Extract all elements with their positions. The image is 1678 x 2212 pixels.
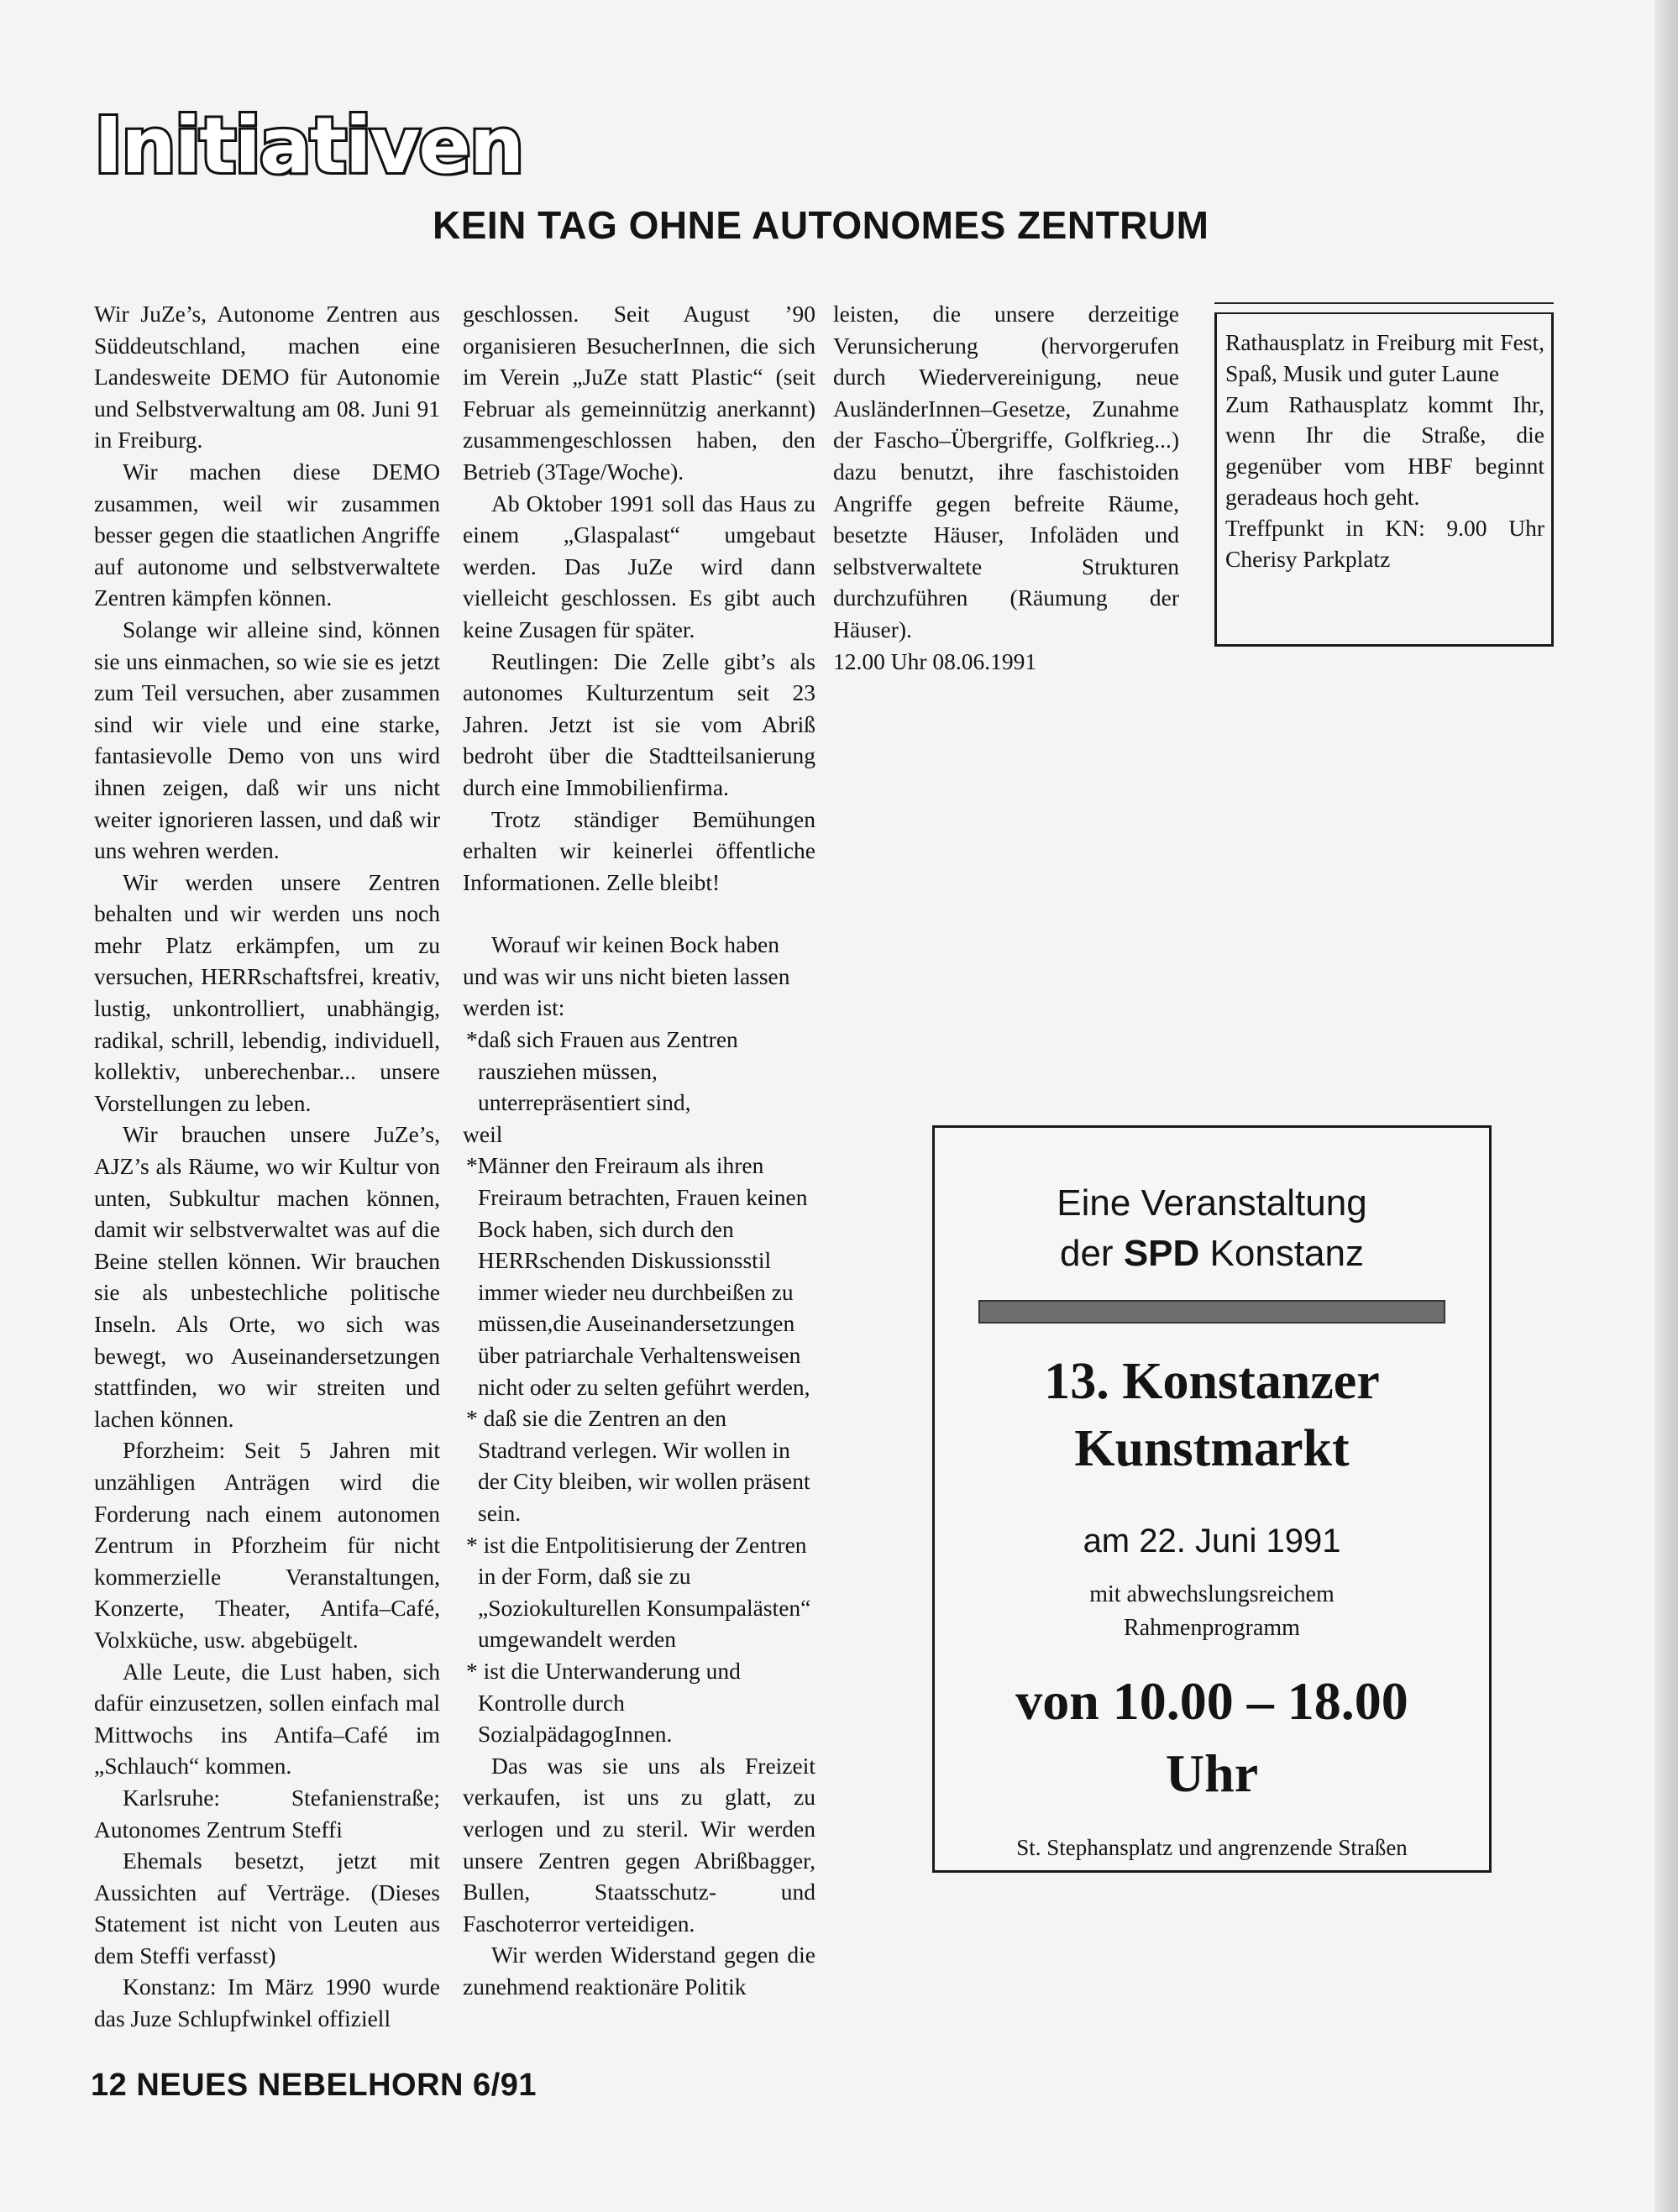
- paragraph: leisten, die unsere derzeitige Verunsicherung (hervorgerufen durch Wiedervereinigung, neue AusländerInnen–Gesetze, Zunahme der Fascho–Übergriffe, Golfkrieg...) dazu benutzt, ihre faschistoiden Angriffe gegen befreite Räume, besetzte Häuser, Infoläden und selbstverwaltete Strukturen durchzuführen (Räumung der Häuser).: [833, 301, 1179, 642]
- paragraph: Konstanz: Im März 1990 wurde das Juze Schlupfwinkel offiziell: [94, 1974, 440, 2032]
- demo-info-box: [1214, 312, 1554, 647]
- ad-organizer-prefix: der: [1059, 1233, 1114, 1274]
- article-column-2: [463, 298, 815, 2002]
- ad-event-title: [935, 1348, 1489, 1482]
- paragraph: Trotz ständiger Bemühungen erhalten wir keinerlei öffentliche Informationen. Zelle bleibt!: [463, 805, 815, 895]
- ad-time-line-1: von 10.00 – 18.00: [1015, 1671, 1408, 1731]
- article-column-3: [833, 298, 1179, 677]
- paragraph: Ab Oktober 1991 soll das Haus zu einem „Glaspalast“ umgebaut werden. Das JuZe wird dann vielleicht geschlossen. Es gibt auch keine Zusagen für später.: [463, 490, 815, 642]
- ad-time: [935, 1665, 1489, 1810]
- list-item: weil: [463, 1120, 503, 1147]
- kunstmarkt-advertisement: [932, 1125, 1492, 1873]
- list-intro: Worauf wir keinen Bock haben und was wir uns nicht bieten lassen werden ist:: [463, 931, 790, 1021]
- list-item: *Männer den Freiraum als ihren Freiraum betrachten, Frauen keinen Bock haben, sich durch den HERRschenden Diskussionsstil immer wieder neu durchbeißen zu müssen,die Auseinandersetzungen über patriarchale Verhaltensweisen nicht oder zu selten geführt werden,: [466, 1152, 810, 1400]
- ad-event-line-2: Kunstmarkt: [1074, 1420, 1350, 1477]
- info-location: Rathausplatz in Freiburg mit Fest, Spaß, Musik und guter Laune: [1225, 329, 1544, 386]
- ad-program-line-1: mit abwechslungsreichem: [1089, 1581, 1335, 1607]
- list-item: * ist die Entpolitisierung der Zentren in der Form, daß sie zu „Soziokulturellen Konsumpalästen“ umgewandelt werden: [466, 1531, 811, 1653]
- paragraph: Karlsruhe: Stefanienstraße; Autonomes Zentrum Steffi: [94, 1784, 440, 1842]
- article-column-1: [94, 298, 440, 2035]
- section-title: Initiativen: [94, 101, 523, 191]
- ad-city: Konstanz: [1209, 1233, 1364, 1274]
- article-headline: KEIN TAG OHNE AUTONOMES ZENTRUM: [433, 203, 1209, 247]
- list-item: * daß sie die Zentren an den Stadtrand verlegen. Wir wollen in der City bleiben, wir wollen präsent sein.: [466, 1405, 810, 1526]
- paragraph: Wir brauchen unsere JuZe’s, AJZ’s als Räume, wo wir Kultur von unten, Subkultur machen können, damit wir selbstverwaltet was auf die Beine stellen können. Wir brauchen sie als unbestechliche politische Inseln. Als Orte, wo sich was bewegt, wo Auseinandersetzungen stattfinden, wo wir streiten und lachen können.: [94, 1121, 440, 1432]
- paragraph: geschlossen. Seit August ’90 organisieren BesucherInnen, die sich im Verein „JuZe statt Plastic“ (seit Februar als gemeinnützig anerkannt) zusammengeschlossen haben, den Betrieb (3Tage/Woche).: [463, 301, 815, 485]
- paragraph: Alle Leute, die Lust haben, sich dafür einzusetzen, sollen einfach mal Mittwochs ins Antifa–Café im „Schlauch“ kommen.: [94, 1658, 440, 1780]
- ad-program: [935, 1578, 1489, 1645]
- ad-organizer-line-1: Eine Veranstaltung: [1057, 1182, 1367, 1224]
- demo-datetime: 12.00 Uhr 08.06.1991: [833, 647, 1037, 674]
- paragraph: Wir werden unsere Zentren behalten und wir werden uns noch mehr Platz erkämpfen, um zu versuchen, HERRschaftsfrei, kreativ, lustig, unkontrolliert, unabhängig, radikal, schrill, lebendig, individuell, kollektiv, unberechenbar... unsere Vorstellungen zu leben.: [94, 868, 440, 1116]
- paragraph: Wir JuZe’s, Autonome Zentren aus Süddeutschland, machen eine Landesweite DEMO für Autonomie und Selbstverwaltung am 08. Juni 91 in Freiburg.: [94, 301, 440, 453]
- info-meeting-point: Treffpunkt in KN: 9.00 Uhr Cherisy Parkplatz: [1225, 514, 1544, 572]
- ad-time-line-2: Uhr: [1165, 1743, 1259, 1803]
- paragraph: Wir werden Widerstand gegen die zunehmend reaktionäre Politik: [463, 1942, 815, 2000]
- ad-location: St. Stephansplatz und angrenzende Straßen: [1016, 1835, 1408, 1860]
- paragraph: Reutlingen: Die Zelle gibt’s als autonomes Kulturzentum seit 23 Jahren. Jetzt ist sie vom Abriß bedroht über die Stadtteilsanierung durch eine Immobilienfirma.: [463, 647, 815, 800]
- list-item: *daß sich Frauen aus Zentren rausziehen müssen, unterrepräsentiert sind,: [466, 1026, 738, 1116]
- paragraph: Solange wir alleine sind, können sie uns einmachen, so wie sie es jetzt zum Teil versuchen, aber zusammen sind wir viele und eine starke, fantasievolle Demo von uns wird ihnen zeigen, daß wir uns nicht weiter ignorieren lassen, und daß wir uns wehren werden.: [94, 616, 440, 864]
- paragraph: Wir machen diese DEMO zusammen, weil wir zusammen besser gegen die staatlichen Angriffe auf autonome und selbstverwaltete Zentren kämpfen können.: [94, 458, 440, 611]
- page-footer: 12 NEUES NEBELHORN 6/91: [91, 2068, 537, 2103]
- paragraph: Pforzheim: Seit 5 Jahren mit unzähligen Anträgen wird die Forderung nach einem autonomen Zentrum in Pforzheim für nicht kommerzielle Veranstaltungen, Konzerte, Theater, Antifa–Café, Volxküche, usw. abgebügelt.: [94, 1437, 440, 1653]
- paragraph: Das was sie uns als Freizeit verkaufen, ist uns zu glatt, zu verlogen und zu steril. Wir werden unsere Zentren gegen Abrißbagger, Bullen, Staatsschutz- und Faschoterror verteidigen.: [463, 1752, 815, 1937]
- divider: [1214, 302, 1554, 304]
- ad-divider-bar: [978, 1300, 1445, 1324]
- ad-organizer-line-2: [935, 1229, 1489, 1279]
- info-directions: Zum Rathausplatz kommt Ihr, wenn Ihr die Straße, die gegenüber vom HBF beginnt geradeaus hoch geht.: [1225, 391, 1544, 510]
- ad-party-name: SPD: [1123, 1233, 1200, 1274]
- ad-program-line-2: Rahmenprogramm: [1124, 1615, 1300, 1641]
- ad-date: am 22. Juni 1991: [1083, 1523, 1341, 1559]
- list-item: * ist die Unterwanderung und Kontrolle durch SozialpädagogInnen.: [466, 1657, 741, 1748]
- page-edge: [1654, 0, 1678, 2212]
- ad-event-line-1: 13. Konstanzer: [1044, 1353, 1380, 1410]
- paragraph: Ehemals besetzt, jetzt mit Aussichten auf Verträge. (Dieses Statement ist nicht von Leuten aus dem Steffi verfasst): [94, 1848, 440, 1968]
